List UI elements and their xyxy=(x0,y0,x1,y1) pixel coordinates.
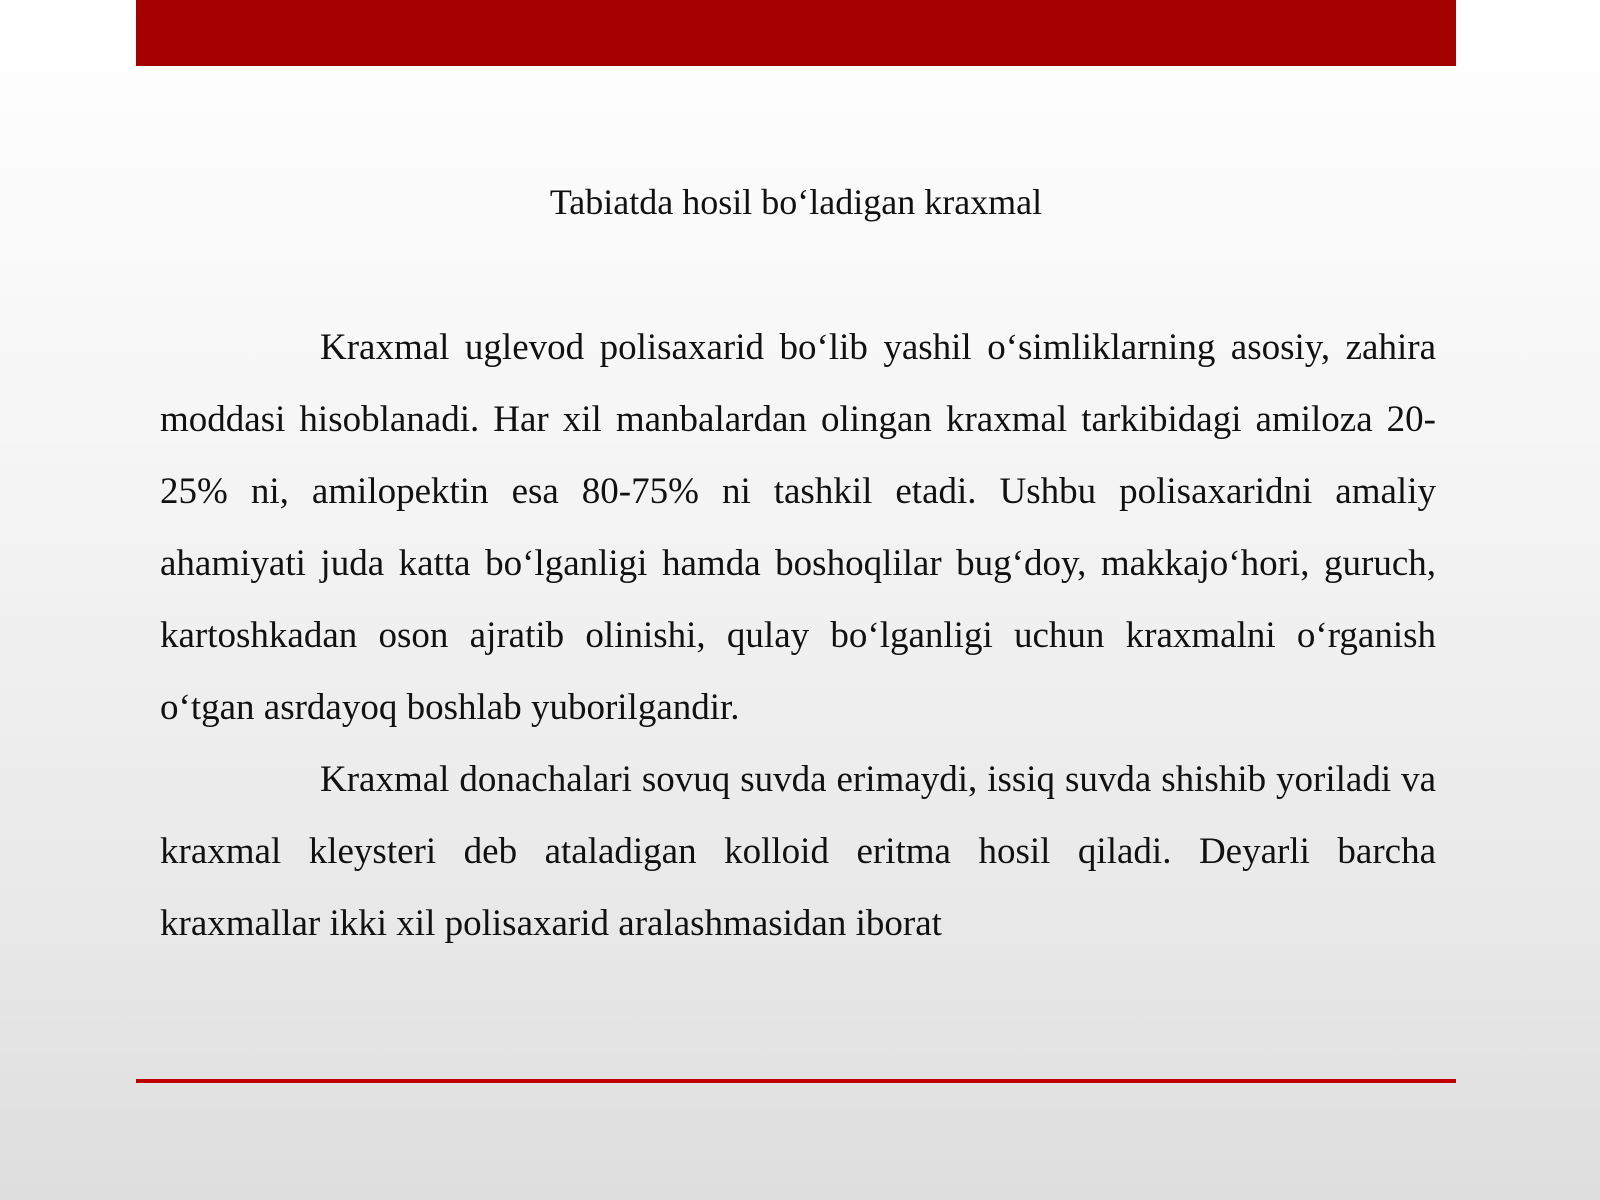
bottom-divider-line xyxy=(136,1079,1456,1083)
top-accent-band xyxy=(136,0,1456,66)
paragraph-1: Kraxmal uglevod polisaxarid bo‘lib yashil o‘simliklarning asosiy, zahira moddasi hisoblanadi. Har xil manbalardan olingan kraxmal tarkibidagi amiloza 20-25% ni, amilopektin esa 80-75% ni tashkil etadi. Ushbu polisaxaridni amaliy ahamiyati juda katta bo‘lganligi hamda boshoqlilar bug‘doy, makkajo‘hori, guruch, kartoshkadan oson ajratib olinishi, qulay bo‘lganligi uchun kraxmalni o‘rganish o‘tgan asrdayoq boshlab yuborilgandir. xyxy=(160,327,1436,728)
paragraph-2: Kraxmal donachalari sovuq suvda erimaydi, issiq suvda shishib yoriladi va kraxmal kleysteri deb ataladigan kolloid eritma hosil qiladi. Deyarli barcha kraxmallar ikki xil polisaxarid aralashmasidan iborat xyxy=(160,759,1436,944)
slide-body xyxy=(160,312,1436,960)
slide-title: Tabiatda hosil bo‘ladigan kraxmal xyxy=(549,182,1043,222)
